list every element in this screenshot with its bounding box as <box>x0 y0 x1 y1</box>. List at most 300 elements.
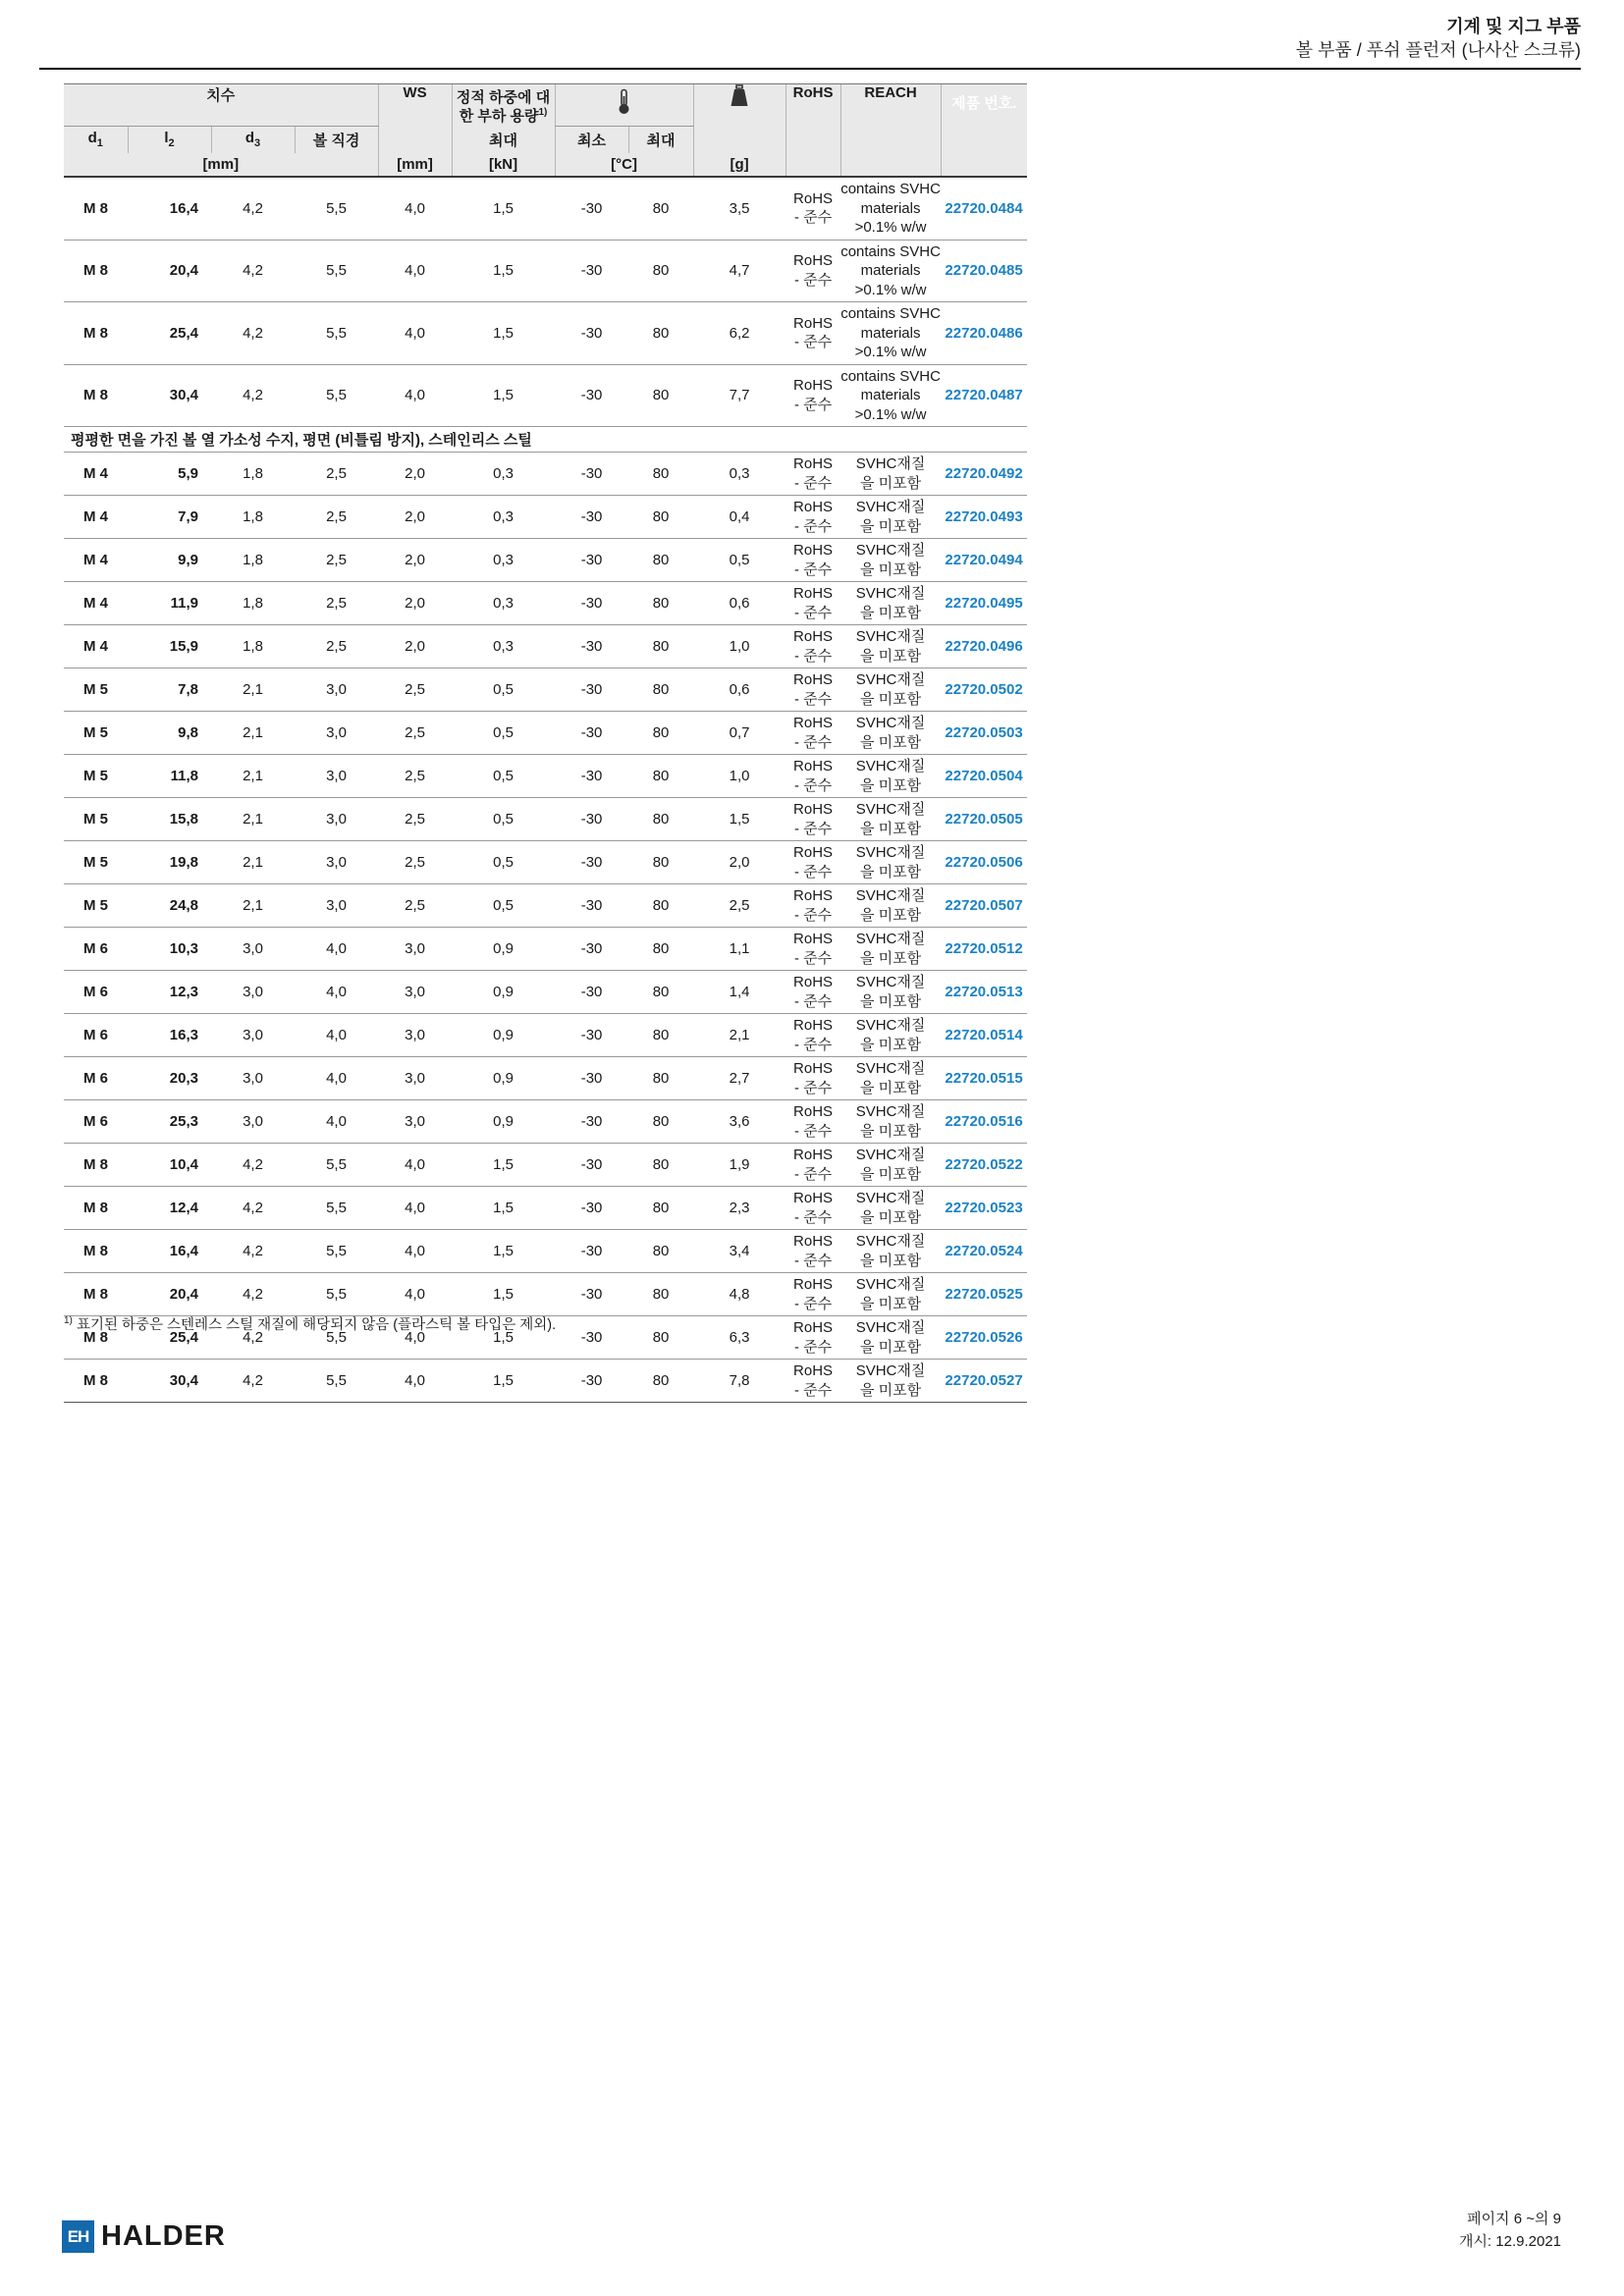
cell-reach: SVHC재질 을 미포함 <box>840 1100 941 1144</box>
cell-l2: 16,4 <box>128 177 211 240</box>
cell-ball-diameter: 5,5 <box>295 1187 378 1230</box>
cell-temp-min: -30 <box>555 1187 628 1230</box>
cell-d3: 4,2 <box>211 1316 295 1360</box>
column-ws: WS <box>378 84 452 154</box>
table-row <box>64 712 1027 755</box>
product-number-link[interactable]: 22720.0504 <box>945 768 1023 784</box>
cell-ws: 4,0 <box>378 1316 452 1360</box>
page-header <box>39 16 1581 70</box>
cell-d1: M 5 <box>64 668 128 712</box>
cell-d3: 4,2 <box>211 1273 295 1316</box>
cell-l2: 16,4 <box>128 1230 211 1273</box>
cell-temp-max: 80 <box>628 928 693 971</box>
cell-temp-max: 80 <box>628 240 693 302</box>
cell-ball-diameter: 5,5 <box>295 1360 378 1403</box>
cell-d3: 2,1 <box>211 884 295 928</box>
cell-product-number <box>941 1187 1027 1230</box>
cell-ball-diameter: 4,0 <box>295 928 378 971</box>
cell-d1: M 4 <box>64 539 128 582</box>
unit-dimensions: [mm] <box>64 153 378 177</box>
cell-load-capacity: 0,3 <box>452 496 555 539</box>
cell-rohs: RoHS - 준수 <box>785 177 840 240</box>
product-number-link[interactable]: 22720.0502 <box>945 681 1023 698</box>
cell-d3: 3,0 <box>211 1100 295 1144</box>
cell-rohs: RoHS - 준수 <box>785 1273 840 1316</box>
cell-d3: 2,1 <box>211 755 295 798</box>
cell-temp-max: 80 <box>628 798 693 841</box>
cell-ball-diameter: 2,5 <box>295 625 378 668</box>
product-number-link[interactable]: 22720.0526 <box>945 1329 1023 1346</box>
cell-product-number <box>941 841 1027 884</box>
cell-temp-min: -30 <box>555 1057 628 1100</box>
cell-l2: 15,8 <box>128 798 211 841</box>
cell-rohs: RoHS - 준수 <box>785 496 840 539</box>
cell-d1: M 5 <box>64 841 128 884</box>
cell-reach: SVHC재질 을 미포함 <box>840 539 941 582</box>
cell-ball-diameter: 3,0 <box>295 668 378 712</box>
brand-name: HALDER <box>101 2220 226 2252</box>
cell-d1: M 8 <box>64 1230 128 1273</box>
cell-l2: 20,4 <box>128 1273 211 1316</box>
cell-ws: 4,0 <box>378 1187 452 1230</box>
cell-reach: SVHC재질 을 미포함 <box>840 884 941 928</box>
cell-l2: 24,8 <box>128 884 211 928</box>
cell-ball-diameter: 5,5 <box>295 364 378 427</box>
product-number-link[interactable]: 22720.0484 <box>945 199 1023 217</box>
cell-temp-min: -30 <box>555 1360 628 1403</box>
cell-l2: 11,8 <box>128 755 211 798</box>
cell-ws: 2,5 <box>378 712 452 755</box>
cell-weight: 4,7 <box>693 240 785 302</box>
cell-temp-max: 80 <box>628 668 693 712</box>
cell-d3: 2,1 <box>211 841 295 884</box>
cell-temp-max: 80 <box>628 1100 693 1144</box>
cell-ball-diameter: 2,5 <box>295 539 378 582</box>
halder-logo-icon: EH <box>62 2220 94 2253</box>
cell-ball-diameter: 4,0 <box>295 1100 378 1144</box>
cell-temp-max: 80 <box>628 712 693 755</box>
product-number-link[interactable]: 22720.0496 <box>945 638 1023 655</box>
cell-weight: 7,8 <box>693 1360 785 1403</box>
cell-l2: 12,4 <box>128 1187 211 1230</box>
cell-weight: 2,1 <box>693 1014 785 1057</box>
cell-ball-diameter: 3,0 <box>295 841 378 884</box>
cell-temp-max: 80 <box>628 841 693 884</box>
cell-load-capacity: 1,5 <box>452 1360 555 1403</box>
cell-temp-min: -30 <box>555 928 628 971</box>
cell-d3: 4,2 <box>211 302 295 365</box>
cell-product-number <box>941 1014 1027 1057</box>
cell-rohs: RoHS - 준수 <box>785 1057 840 1100</box>
cell-temp-min: -30 <box>555 798 628 841</box>
cell-d1: M 6 <box>64 928 128 971</box>
cell-d1: M 8 <box>64 1187 128 1230</box>
column-product-number: 제품 번호. <box>941 84 1027 178</box>
cell-reach: SVHC재질 을 미포함 <box>840 668 941 712</box>
cell-temp-max: 80 <box>628 755 693 798</box>
cell-load-capacity: 0,5 <box>452 712 555 755</box>
cell-product-number <box>941 625 1027 668</box>
section-row <box>64 427 1027 453</box>
cell-d3: 1,8 <box>211 539 295 582</box>
cell-load-capacity: 1,5 <box>452 177 555 240</box>
cell-l2: 7,9 <box>128 496 211 539</box>
cell-reach: SVHC재질 을 미포함 <box>840 1316 941 1360</box>
cell-weight: 1,0 <box>693 625 785 668</box>
cell-d1: M 4 <box>64 625 128 668</box>
cell-temp-max: 80 <box>628 1273 693 1316</box>
cell-product-number <box>941 539 1027 582</box>
cell-load-capacity: 0,3 <box>452 453 555 496</box>
cell-product-number <box>941 1316 1027 1360</box>
cell-ws: 4,0 <box>378 302 452 365</box>
cell-rohs: RoHS - 준수 <box>785 1187 840 1230</box>
table-body <box>64 177 1027 1403</box>
cell-load-capacity: 1,5 <box>452 1187 555 1230</box>
unit-rohs-empty <box>785 153 840 177</box>
cell-reach: SVHC재질 을 미포함 <box>840 625 941 668</box>
product-number-link[interactable]: 22720.0523 <box>945 1200 1023 1216</box>
cell-product-number <box>941 668 1027 712</box>
cell-d3: 4,2 <box>211 1144 295 1187</box>
cell-weight: 3,6 <box>693 1100 785 1144</box>
product-number-link[interactable]: 22720.0487 <box>945 387 1023 404</box>
cell-ball-diameter: 4,0 <box>295 1057 378 1100</box>
cell-weight: 2,3 <box>693 1187 785 1230</box>
cell-product-number <box>941 971 1027 1014</box>
cell-product-number <box>941 884 1027 928</box>
cell-weight: 1,9 <box>693 1144 785 1187</box>
cell-d1: M 6 <box>64 971 128 1014</box>
cell-temp-max: 80 <box>628 1014 693 1057</box>
header-divider <box>39 68 1581 70</box>
cell-l2: 16,3 <box>128 1014 211 1057</box>
cell-temp-min: -30 <box>555 884 628 928</box>
cell-ws: 4,0 <box>378 1230 452 1273</box>
cell-temp-min: -30 <box>555 971 628 1014</box>
cell-product-number <box>941 1273 1027 1316</box>
product-number-link[interactable]: 22720.0492 <box>945 465 1023 482</box>
cell-l2: 9,9 <box>128 539 211 582</box>
table-row <box>64 364 1027 427</box>
cell-ball-diameter: 5,5 <box>295 240 378 302</box>
cell-rohs: RoHS - 준수 <box>785 240 840 302</box>
publish-date: 개시: 12.9.2021 <box>1458 2232 1561 2250</box>
product-number-link[interactable]: 22720.0507 <box>945 897 1023 914</box>
cell-ws: 4,0 <box>378 1360 452 1403</box>
cell-d3: 4,2 <box>211 240 295 302</box>
cell-l2: 10,3 <box>128 928 211 971</box>
product-number-link[interactable]: 22720.0512 <box>945 940 1023 957</box>
cell-temp-min: -30 <box>555 539 628 582</box>
table-row <box>64 1187 1027 1230</box>
table-row <box>64 1144 1027 1187</box>
cell-ws: 4,0 <box>378 364 452 427</box>
cell-rohs: RoHS - 준수 <box>785 1144 840 1187</box>
table-row <box>64 625 1027 668</box>
cell-d1: M 8 <box>64 1144 128 1187</box>
product-number-link[interactable]: 22720.0495 <box>945 595 1023 612</box>
table-row <box>64 1360 1027 1403</box>
cell-ws: 2,0 <box>378 496 452 539</box>
column-temp-max: 최대 <box>628 126 693 153</box>
cell-temp-min: -30 <box>555 1014 628 1057</box>
cell-rohs: RoHS - 준수 <box>785 625 840 668</box>
column-ball-diameter: 볼 직경 <box>295 126 378 153</box>
cell-product-number <box>941 798 1027 841</box>
cell-reach: SVHC재질 을 미포함 <box>840 1230 941 1273</box>
cell-temp-max: 80 <box>628 1187 693 1230</box>
unit-temperature: [°C] <box>555 153 693 177</box>
cell-l2: 7,8 <box>128 668 211 712</box>
cell-weight: 7,7 <box>693 364 785 427</box>
cell-rohs: RoHS - 준수 <box>785 841 840 884</box>
cell-weight: 2,7 <box>693 1057 785 1100</box>
cell-temp-max: 80 <box>628 1230 693 1273</box>
cell-ball-diameter: 2,5 <box>295 582 378 625</box>
table-row <box>64 1230 1027 1273</box>
cell-temp-min: -30 <box>555 302 628 365</box>
cell-reach: contains SVHC materials >0.1% w/w <box>840 177 941 240</box>
cell-d1: M 5 <box>64 755 128 798</box>
cell-l2: 20,4 <box>128 240 211 302</box>
cell-temp-max: 80 <box>628 1360 693 1403</box>
cell-temp-min: -30 <box>555 496 628 539</box>
cell-rohs: RoHS - 준수 <box>785 1360 840 1403</box>
cell-reach: SVHC재질 을 미포함 <box>840 928 941 971</box>
cell-load-capacity: 1,5 <box>452 302 555 365</box>
cell-reach: SVHC재질 을 미포함 <box>840 1144 941 1187</box>
cell-weight: 0,6 <box>693 582 785 625</box>
cell-rohs: RoHS - 준수 <box>785 302 840 365</box>
cell-rohs: RoHS - 준수 <box>785 712 840 755</box>
cell-ws: 2,5 <box>378 884 452 928</box>
product-number-link[interactable]: 22720.0503 <box>945 724 1023 741</box>
cell-l2: 25,3 <box>128 1100 211 1144</box>
cell-rohs: RoHS - 준수 <box>785 453 840 496</box>
page-subtitle: 볼 부품 / 푸쉬 플런저 (나사산 스크류) <box>1295 39 1581 60</box>
cell-temp-max: 80 <box>628 496 693 539</box>
cell-d3: 1,8 <box>211 496 295 539</box>
cell-product-number <box>941 177 1027 240</box>
cell-d3: 2,1 <box>211 798 295 841</box>
cell-load-capacity: 0,9 <box>452 971 555 1014</box>
cell-temp-max: 80 <box>628 971 693 1014</box>
cell-product-number <box>941 755 1027 798</box>
cell-reach: SVHC재질 을 미포함 <box>840 453 941 496</box>
table-header <box>64 84 1027 178</box>
thermometer-icon <box>618 92 630 109</box>
cell-rohs: RoHS - 준수 <box>785 364 840 427</box>
cell-product-number <box>941 496 1027 539</box>
cell-d3: 2,1 <box>211 712 295 755</box>
cell-d3: 1,8 <box>211 453 295 496</box>
cell-ball-diameter: 5,5 <box>295 177 378 240</box>
footnote-text: 표기된 하중은 스텐레스 스틸 재질에 해당되지 않음 (플라스틱 볼 타입은 제외). <box>76 1317 557 1333</box>
product-number-link[interactable]: 22720.0506 <box>945 854 1023 871</box>
cell-temp-min: -30 <box>555 453 628 496</box>
product-number-link[interactable]: 22720.0524 <box>945 1243 1023 1259</box>
table-row <box>64 1014 1027 1057</box>
table-row <box>64 928 1027 971</box>
column-temp-min: 최소 <box>555 126 628 153</box>
cell-ws: 3,0 <box>378 1057 452 1100</box>
cell-reach: SVHC재질 을 미포함 <box>840 1187 941 1230</box>
product-number-link[interactable]: 22720.0516 <box>945 1113 1023 1130</box>
cell-l2: 19,8 <box>128 841 211 884</box>
cell-temp-min: -30 <box>555 1273 628 1316</box>
cell-temp-max: 80 <box>628 582 693 625</box>
cell-l2: 25,4 <box>128 1316 211 1360</box>
product-number-link[interactable]: 22720.0485 <box>945 262 1023 280</box>
table-row <box>64 1100 1027 1144</box>
cell-product-number <box>941 1144 1027 1187</box>
cell-d1: M 8 <box>64 177 128 240</box>
cell-ws: 3,0 <box>378 1014 452 1057</box>
cell-load-capacity: 1,5 <box>452 1144 555 1187</box>
cell-ws: 3,0 <box>378 928 452 971</box>
cell-d1: M 4 <box>64 582 128 625</box>
cell-d1: M 6 <box>64 1057 128 1100</box>
cell-reach: SVHC재질 을 미포함 <box>840 582 941 625</box>
unit-load: [kN] <box>452 153 555 177</box>
table-row <box>64 453 1027 496</box>
cell-d3: 4,2 <box>211 1187 295 1230</box>
cell-product-number <box>941 712 1027 755</box>
cell-ws: 4,0 <box>378 1273 452 1316</box>
column-d1: $d_1$ <box>64 126 128 153</box>
cell-ws: 4,0 <box>378 240 452 302</box>
cell-l2: 20,3 <box>128 1057 211 1100</box>
unit-ws: [mm] <box>378 153 452 177</box>
cell-ball-diameter: 3,0 <box>295 884 378 928</box>
table-row <box>64 1273 1027 1316</box>
cell-temp-max: 80 <box>628 453 693 496</box>
cell-product-number <box>941 240 1027 302</box>
cell-d1: M 8 <box>64 364 128 427</box>
cell-d3: 3,0 <box>211 928 295 971</box>
cell-product-number <box>941 302 1027 365</box>
cell-temp-max: 80 <box>628 884 693 928</box>
cell-weight: 1,4 <box>693 971 785 1014</box>
section-header: 평평한 면을 가진 볼 열 가소성 수지, 평면 (비틀림 방지), 스테인리스 스틸 <box>64 427 1027 453</box>
cell-d3: 3,0 <box>211 1014 295 1057</box>
cell-d1: M 8 <box>64 1273 128 1316</box>
cell-rohs: RoHS - 준수 <box>785 1316 840 1360</box>
cell-reach: contains SVHC materials >0.1% w/w <box>840 364 941 427</box>
column-load-max: 최대 <box>452 126 555 153</box>
product-number-link[interactable]: 22720.0505 <box>945 811 1023 828</box>
cell-weight: 1,0 <box>693 755 785 798</box>
cell-temp-min: -30 <box>555 1230 628 1273</box>
cell-load-capacity: 0,3 <box>452 625 555 668</box>
cell-weight: 2,5 <box>693 884 785 928</box>
cell-rohs: RoHS - 준수 <box>785 928 840 971</box>
table-row <box>64 496 1027 539</box>
cell-d1: M 4 <box>64 496 128 539</box>
cell-d1: M 8 <box>64 1360 128 1403</box>
product-number-link[interactable]: 22720.0525 <box>945 1286 1023 1303</box>
cell-reach: SVHC재질 을 미포함 <box>840 841 941 884</box>
cell-load-capacity: 0,9 <box>452 1057 555 1100</box>
product-number-link[interactable]: 22720.0515 <box>945 1070 1023 1087</box>
cell-reach: contains SVHC materials >0.1% w/w <box>840 240 941 302</box>
cell-reach: SVHC재질 을 미포함 <box>840 798 941 841</box>
cell-product-number <box>941 1360 1027 1403</box>
cell-rohs: RoHS - 준수 <box>785 668 840 712</box>
unit-weight: [g] <box>693 153 785 177</box>
product-number-link[interactable]: 22720.0522 <box>945 1156 1023 1173</box>
cell-reach: SVHC재질 을 미포함 <box>840 496 941 539</box>
cell-l2: 11,9 <box>128 582 211 625</box>
cell-weight: 2,0 <box>693 841 785 884</box>
cell-d3: 4,2 <box>211 1360 295 1403</box>
cell-ball-diameter: 3,0 <box>295 712 378 755</box>
unit-reach-empty <box>840 153 941 177</box>
cell-temp-min: -30 <box>555 582 628 625</box>
cell-load-capacity: 0,3 <box>452 582 555 625</box>
cell-temp-max: 80 <box>628 177 693 240</box>
cell-weight: 1,1 <box>693 928 785 971</box>
cell-rohs: RoHS - 준수 <box>785 755 840 798</box>
cell-ws: 3,0 <box>378 971 452 1014</box>
cell-temp-max: 80 <box>628 539 693 582</box>
product-number-link[interactable]: 22720.0513 <box>945 984 1023 1000</box>
cell-weight: 6,2 <box>693 302 785 365</box>
cell-l2: 12,3 <box>128 971 211 1014</box>
page-title: 기계 및 지그 부품 <box>1446 17 1581 36</box>
cell-reach: SVHC재질 을 미포함 <box>840 1273 941 1316</box>
cell-load-capacity: 1,5 <box>452 1273 555 1316</box>
product-number-link[interactable]: 22720.0493 <box>945 508 1023 525</box>
cell-temp-max: 80 <box>628 625 693 668</box>
cell-load-capacity: 0,5 <box>452 798 555 841</box>
cell-product-number <box>941 582 1027 625</box>
cell-temp-min: -30 <box>555 1100 628 1144</box>
product-number-link[interactable]: 22720.0486 <box>945 324 1023 342</box>
column-weight <box>693 84 785 154</box>
column-group-dimensions: 치수 <box>64 84 378 127</box>
product-number-link[interactable]: 22720.0494 <box>945 552 1023 568</box>
cell-weight: 0,4 <box>693 496 785 539</box>
table-row <box>64 1057 1027 1100</box>
cell-ball-diameter: 5,5 <box>295 1230 378 1273</box>
cell-ball-diameter: 3,0 <box>295 755 378 798</box>
product-number-link[interactable]: 22720.0514 <box>945 1027 1023 1043</box>
cell-temp-min: -30 <box>555 1144 628 1187</box>
cell-ball-diameter: 3,0 <box>295 798 378 841</box>
cell-weight: 3,4 <box>693 1230 785 1273</box>
table-row <box>64 668 1027 712</box>
table-row <box>64 302 1027 365</box>
product-number-link[interactable]: 22720.0527 <box>945 1372 1023 1389</box>
cell-l2: 9,8 <box>128 712 211 755</box>
cell-load-capacity: 0,5 <box>452 841 555 884</box>
footnote-marker: 1) <box>64 1315 73 1327</box>
product-table <box>64 83 1027 1403</box>
cell-product-number <box>941 453 1027 496</box>
cell-rohs: RoHS - 준수 <box>785 1100 840 1144</box>
cell-ws: 2,5 <box>378 668 452 712</box>
cell-ball-diameter: 4,0 <box>295 1014 378 1057</box>
cell-d1: M 8 <box>64 240 128 302</box>
cell-temp-max: 80 <box>628 1316 693 1360</box>
cell-l2: 30,4 <box>128 1360 211 1403</box>
table-row <box>64 177 1027 240</box>
table-row <box>64 798 1027 841</box>
cell-reach: SVHC재질 을 미포함 <box>840 971 941 1014</box>
cell-d1: M 8 <box>64 302 128 365</box>
